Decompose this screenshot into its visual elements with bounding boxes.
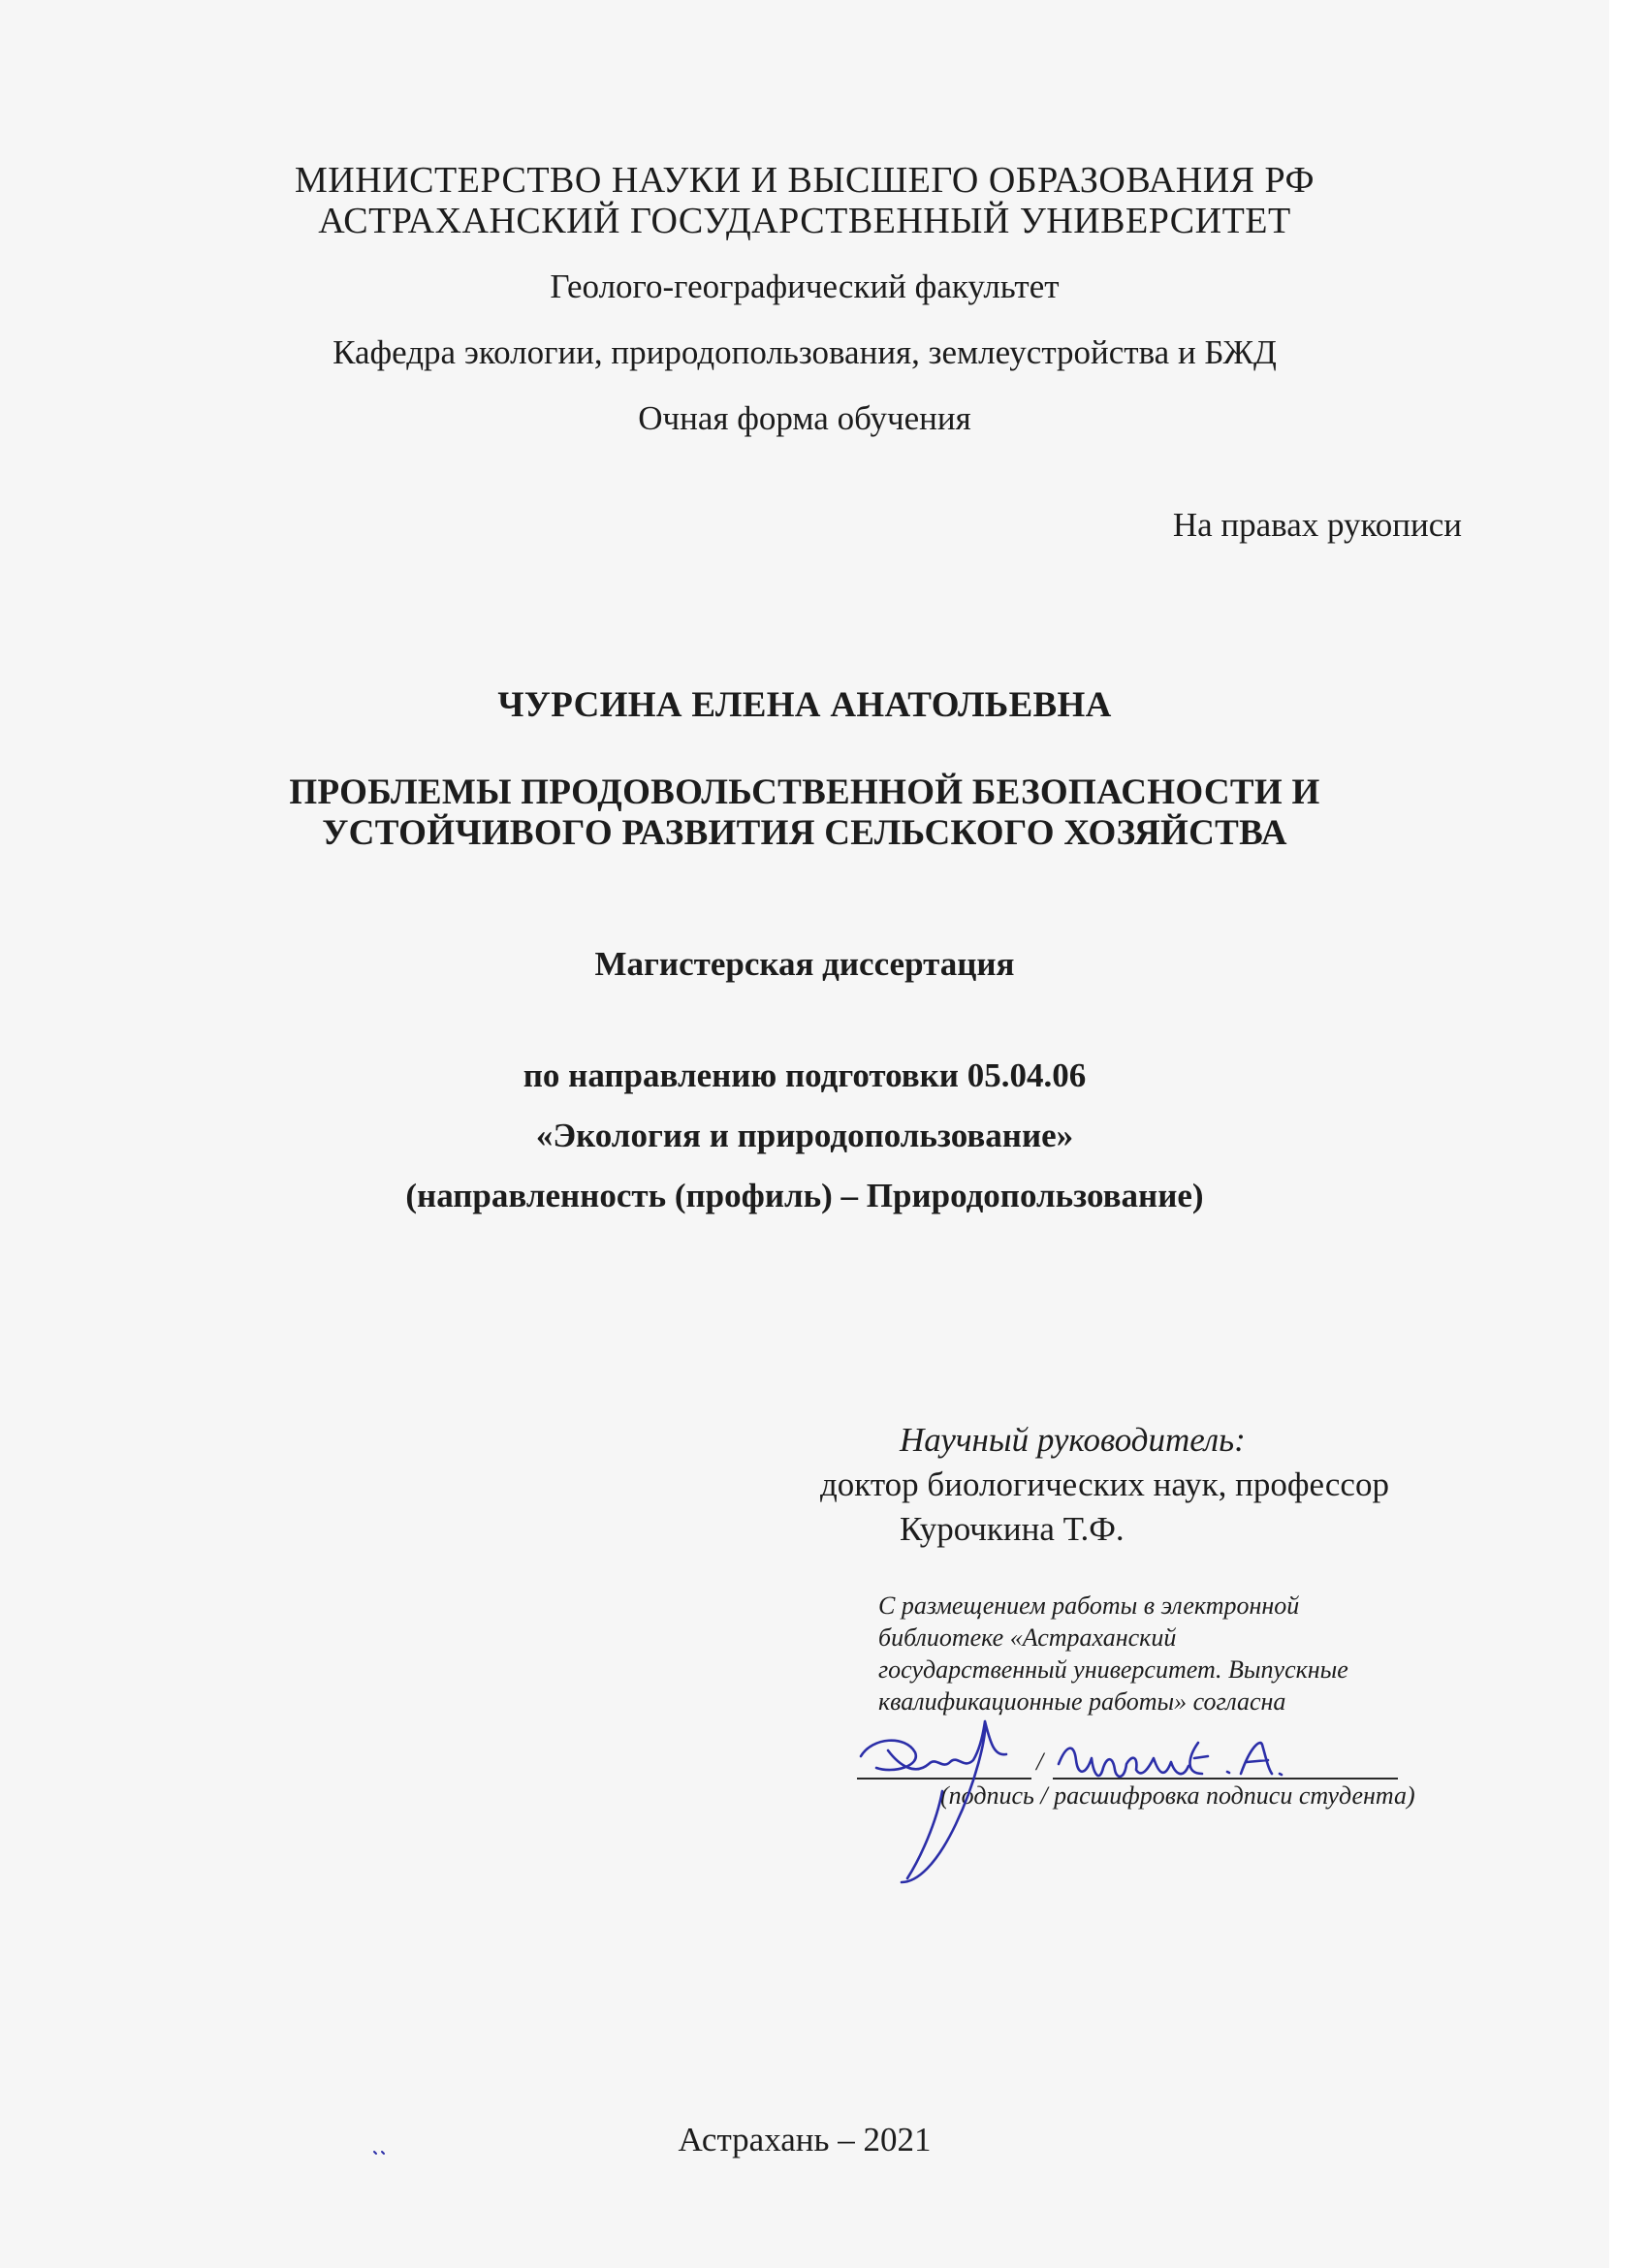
direction-name: «Экология и природопользование» [535, 1117, 1074, 1154]
thesis-title-line-2: УСТОЙЧИВОГО РАЗВИТИЯ СЕЛЬСКОГО ХОЗЯЙСТВА [322, 813, 1287, 853]
consent-line-1: С размещением работы в электронной [878, 1591, 1300, 1620]
rights-note: На правах рукописи [1172, 506, 1462, 544]
signature-separator: / [1036, 1748, 1044, 1776]
direction-code: по направлению подготовки 05.04.06 [523, 1056, 1087, 1094]
work-type: Магистерская диссертация [594, 945, 1015, 983]
direction-profile: (направленность (профиль) – Природопользование) [405, 1177, 1204, 1214]
consent-line-4: квалификационные работы» согласна [878, 1687, 1286, 1716]
ministry-name: МИНИСТЕРСТВО НАУКИ И ВЫСШЕГО ОБРАЗОВАНИЯ РФ [295, 160, 1315, 201]
supervisor-name: Курочкина Т.Ф. [900, 1510, 1125, 1548]
signature-caption: (подпись / расшифровка подписи студента) [940, 1781, 1415, 1810]
author-name: ЧУРСИНА ЕЛЕНА АНАТОЛЬЕВНА [497, 685, 1112, 725]
department-name: Кафедра экологии, природопользования, землеустройства и БЖД [333, 333, 1277, 371]
faculty-name: Геолого-географический факультет [550, 268, 1060, 305]
consent-line-2: библиотеке «Астраханский [878, 1623, 1177, 1652]
supervisor-degree: доктор биологических наук, профессор [820, 1465, 1389, 1503]
city-year: Астрахань – 2021 [678, 2121, 932, 2158]
university-name: АСТРАХАНСКИЙ ГОСУДАРСТВЕННЫЙ УНИВЕРСИТЕТ [318, 201, 1291, 241]
study-form: Очная форма обучения [638, 399, 971, 437]
supervisor-label: Научный руководитель: [900, 1421, 1246, 1459]
page-margin [1609, 0, 1648, 2268]
consent-line-3: государственный университет. Выпускные [878, 1655, 1348, 1684]
thesis-title-line-1: ПРОБЛЕМЫ ПРОДОВОЛЬСТВЕННОЙ БЕЗОПАСНОСТИ И [289, 772, 1320, 812]
